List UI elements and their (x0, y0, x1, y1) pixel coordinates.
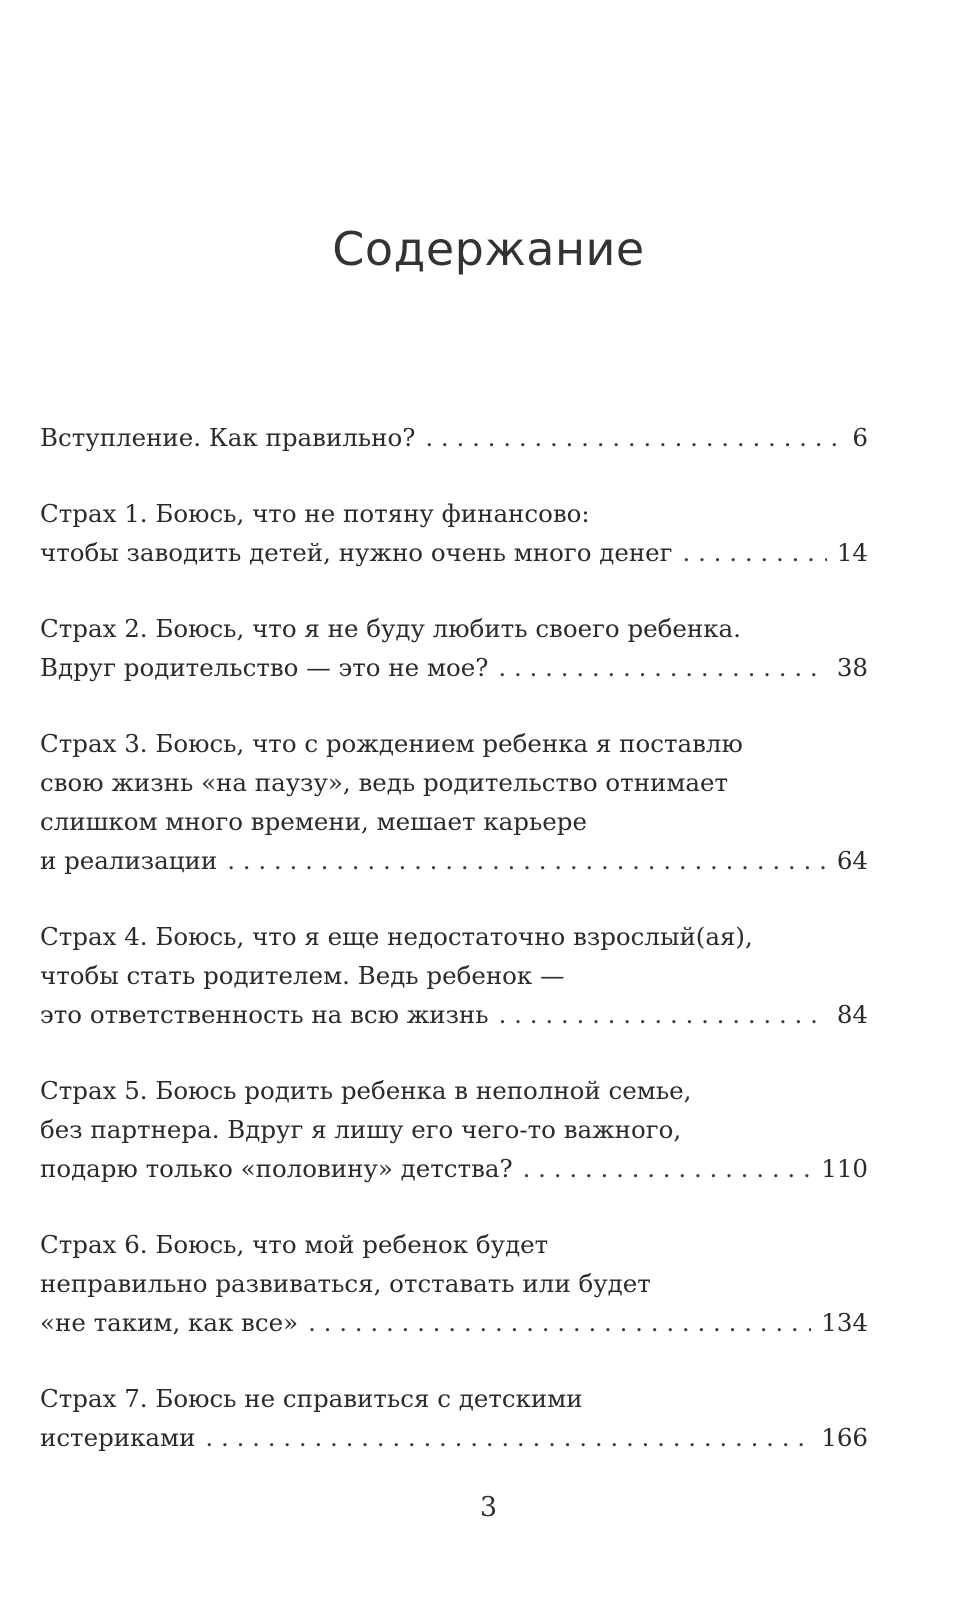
toc-entry-line: это ответственность на всю жизнь (40, 1000, 489, 1029)
toc-entry-last-line (40, 1418, 868, 1457)
dot-leader (227, 841, 827, 880)
toc-entry-line: свою жизнь «на паузу», ведь родительство отнимает (40, 768, 729, 797)
toc-entry-last-line (40, 648, 868, 687)
toc-entry-last-line (40, 533, 868, 572)
toc-entry-line: чтобы стать родителем. Ведь ребенок — (40, 961, 565, 990)
toc-entry-line: чтобы заводить детей, нужно очень много денег (40, 538, 673, 567)
toc-entry-line: неправильно развиваться, отставать или будет (40, 1269, 651, 1298)
dot-leader (308, 1303, 811, 1342)
toc-entry-line: Страх 1. Боюсь, что не потяну финансово: (40, 499, 590, 528)
toc-entry-line: подарю только «половину» детства? (40, 1154, 513, 1183)
toc-entry-last-line (40, 1149, 868, 1188)
toc-entry-line: Страх 3. Боюсь, что с рождением ребенка я поставлю (40, 729, 743, 758)
toc-entry (40, 609, 868, 687)
toc-entry-line: и реализации (40, 846, 218, 875)
toc-entry-line: Вступление. Как правильно? (40, 423, 416, 452)
toc-entry-line: Вдруг родительство — это не мое? (40, 653, 489, 682)
dot-leader (498, 648, 826, 687)
toc-entry-line: «не таким, как все» (40, 1308, 299, 1337)
toc-entry-line: Страх 2. Боюсь, что я не буду любить своего ребенка. (40, 614, 741, 643)
page-title: Содержание (332, 222, 645, 276)
page-number: 3 (479, 1492, 498, 1523)
toc-entry-line: слишком много времени, мешает карьере (40, 807, 587, 836)
toc-entry-page: 6 (852, 423, 868, 452)
toc-entry-line: Страх 7. Боюсь не справиться с детскими (40, 1384, 583, 1413)
toc-entry (40, 917, 868, 1034)
toc-entry-page: 110 (821, 1154, 868, 1183)
toc-entry-last-line (40, 1303, 868, 1342)
toc-entry-page: 38 (836, 653, 868, 682)
toc-entry-page: 166 (821, 1423, 868, 1452)
dot-leader (499, 995, 827, 1034)
toc-entry (40, 724, 868, 880)
toc-entry-line: без партнера. Вдруг я лишу его чего-то важного, (40, 1115, 682, 1144)
toc-entry-line: истериками (40, 1423, 196, 1452)
toc-entry-page: 14 (836, 538, 868, 567)
toc-entry-line: Страх 6. Боюсь, что мой ребенок будет (40, 1230, 549, 1259)
toc-entry-page: 64 (836, 846, 868, 875)
dot-leader (683, 533, 827, 572)
dot-leader (425, 418, 842, 457)
toc-entry (40, 1071, 868, 1188)
table-of-contents (40, 418, 868, 1494)
toc-entry-last-line (40, 995, 868, 1034)
toc-entry-last-line (40, 841, 868, 880)
dot-leader (205, 1418, 811, 1457)
toc-entry-last-line (40, 418, 868, 457)
toc-entry (40, 418, 868, 457)
toc-entry (40, 1225, 868, 1342)
toc-entry-page: 134 (821, 1308, 868, 1337)
toc-entry (40, 494, 868, 572)
toc-entry-page: 84 (836, 1000, 868, 1029)
toc-entry-line: Страх 5. Боюсь родить ребенка в неполной семье, (40, 1076, 692, 1105)
dot-leader (523, 1149, 812, 1188)
toc-entry-line: Страх 4. Боюсь, что я еще недостаточно взрослый(ая), (40, 922, 753, 951)
toc-entry (40, 1379, 868, 1457)
